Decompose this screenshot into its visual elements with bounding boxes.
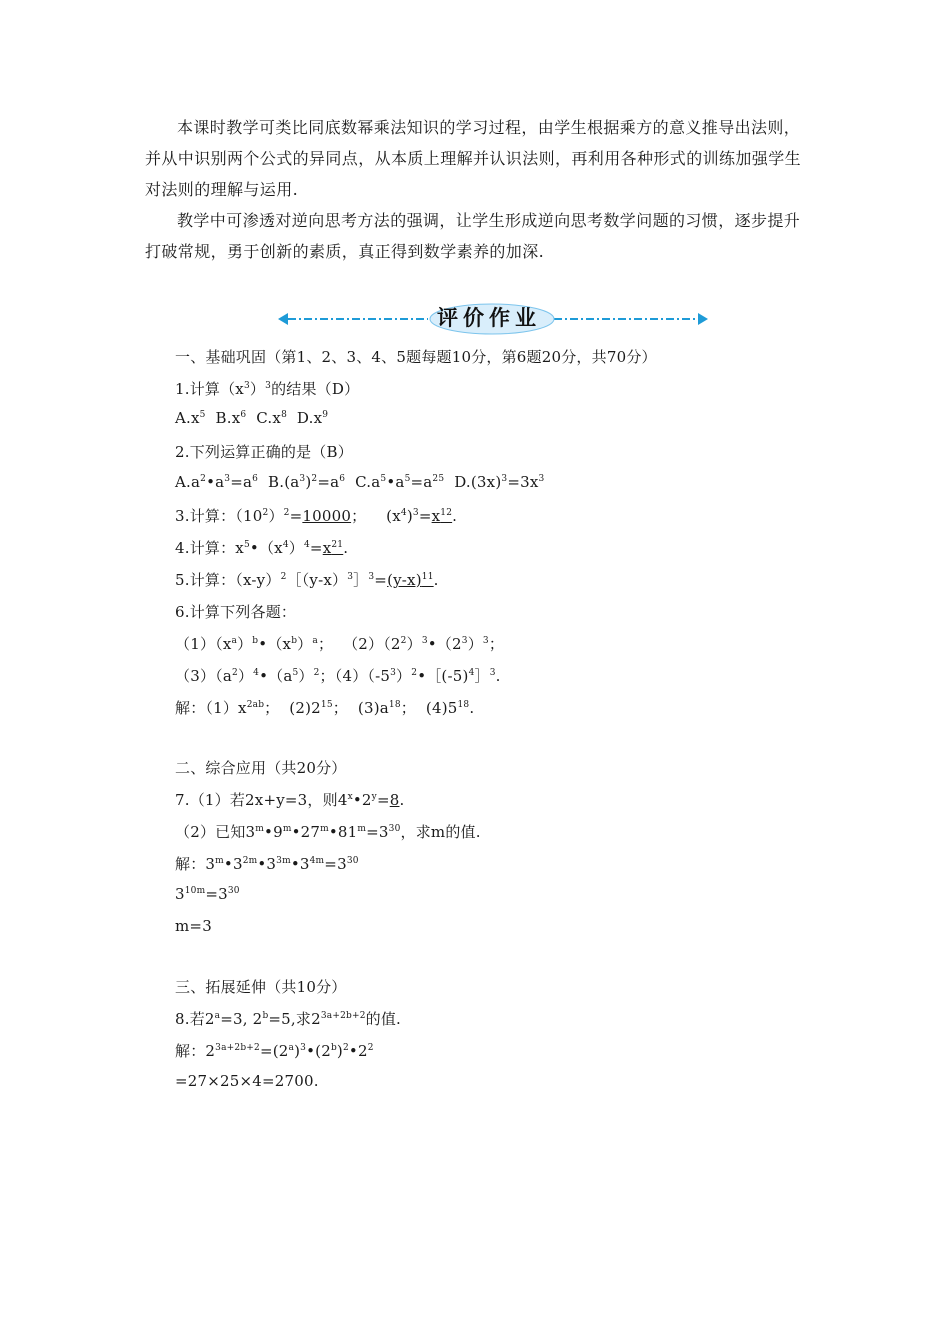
question-6-solution: 解：$(1)x^{2ab}$； $(2)2^{15}$； $(3)a^{18}$； $(4)5^{18}$. — [175, 699, 475, 717]
answer-blank: $x^{21}$ — [322, 539, 344, 557]
question-8-solution-2: =27×25×4=2700. — [175, 1072, 319, 1090]
question-2: 2.下列运算正确的是（B） — [175, 443, 353, 461]
question-6-row-2: $(3)(a^2)^4•(a^5)^2$；$(4)(-5^3)^2•[(-5)^4]^3$. — [175, 667, 501, 685]
intro-paragraph-1: 本课时教学可类比同底数幂乘法知识的学习过程，由学生根据乘方的意义推导出法则，并从中识别两个公式的异同点，从本质上理解并认识法则，再利用各种形式的训练加强学生对法则的理解与运用. — [145, 118, 802, 199]
section3-heading: 三、拓展延伸（共10分） — [175, 978, 347, 996]
question-8: 8.若$2^a=3$, $2^b=5$,求$2^{3a+2b+2}$的值. — [175, 1010, 402, 1028]
question-2-options: $A.a^2•a^3=a^6$ $B.(a^3)^2=a^6$ $C.a^5•a^5=a^{25}$ $D.(3x)^3=3x^3$ — [175, 473, 545, 491]
answer-blank: $x^{12}$ — [431, 507, 453, 525]
question-1-options: $A.x^5$ $B.x^6$ $C.x^8$ $D.x^9$ — [175, 409, 329, 427]
question-7-solution-3: m=3 — [175, 917, 212, 935]
section2-heading: 二、综合应用（共20分） — [175, 759, 347, 777]
answer-blank: 10000 — [302, 507, 352, 525]
question-7-solution-2: $3^{10m}=3^{30}$ — [175, 885, 240, 903]
section-banner-title: 评价作业 — [437, 306, 541, 330]
arrow-right-icon — [698, 313, 708, 325]
question-5: 5.计算：$(x-y)^2[(y-x)^3]^3=(y-x)^{11}$. — [175, 571, 439, 589]
question-1: 1.计算$(x^3)^3$的结果（D） — [175, 380, 360, 398]
answer-blank: 8 — [389, 791, 400, 809]
question-6-row-1: $(1)(x^a)^b•(x^b)^a$； $(2)(2^2)^3•(2^3)^3$； — [175, 635, 505, 653]
intro-paragraph-2: 教学中可渗透对逆向思考方法的强调，让学生形成逆向思考数学问题的习惯，逐步提升打破常规，勇于创新的素质，真正得到数学素养的加深. — [145, 211, 801, 261]
question-8-solution-1: 解：$2^{3a+2b+2}=(2^a)^3•(2^b)^2•2^2$ — [175, 1042, 374, 1060]
section1-heading: 一、基础巩固（第1、2、3、4、5题每题10分，第6题20分，共70分） — [175, 348, 657, 366]
question-3: 3.计算：$(10^2)^2=10000$； $(x^4)^3=x^{12}$. — [175, 507, 458, 525]
question-7-part-2: （2）已知$3^m•9^m•27^m•81^m=3^{30}$，求m的值. — [175, 823, 481, 841]
question-7-solution-1: 解：$3^m•3^{2m}•3^{3m}•3^{4m}=3^{30}$ — [175, 855, 359, 873]
arrow-left-icon — [278, 313, 288, 325]
question-6: 6.计算下列各题： — [175, 603, 297, 621]
question-4: 4.计算：$x^5•(x^4)^4=x^{21}$. — [175, 539, 349, 557]
question-7-part-1: 7.（1）若2x+y=3，则$4^x•2^y=8$. — [175, 791, 405, 809]
answer-blank: $(y-x)^{11}$ — [387, 571, 434, 589]
